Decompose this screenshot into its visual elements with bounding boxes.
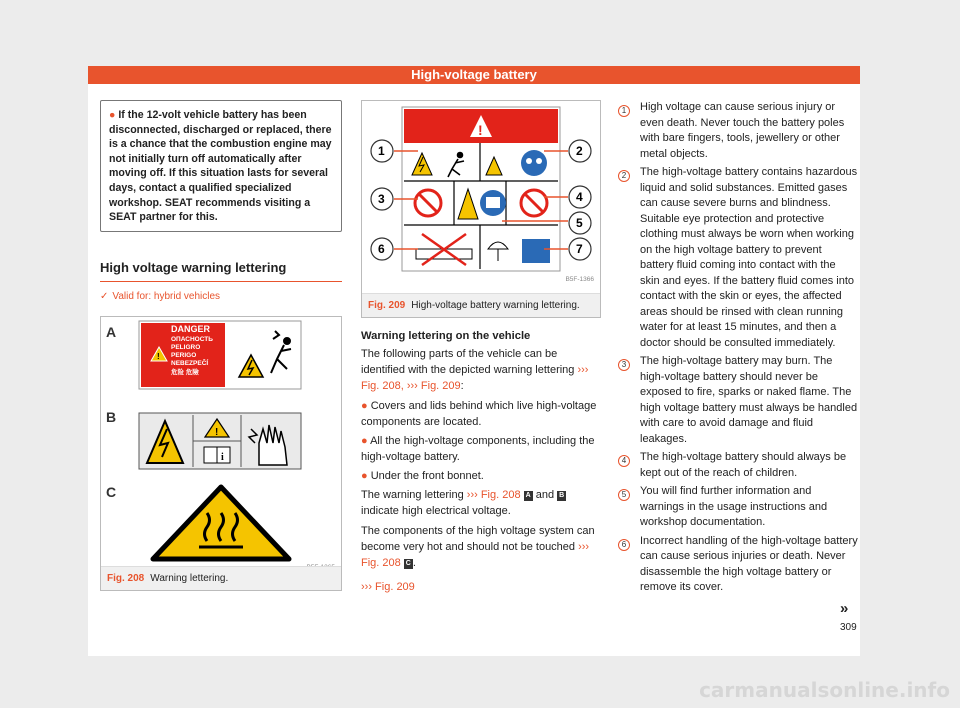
list-item: ● Under the front bonnet. xyxy=(361,470,484,482)
fig209-ref xyxy=(361,579,601,595)
figure-caption xyxy=(101,566,341,590)
letter-badge: C xyxy=(405,560,411,567)
bullet-icon: ● xyxy=(361,435,371,447)
caption-text: High-voltage battery warning lettering. xyxy=(411,300,580,311)
svg-text:!: ! xyxy=(215,426,219,438)
number-badge: 3 xyxy=(618,359,630,371)
letter-badge: A xyxy=(525,492,531,499)
label-b: B xyxy=(106,408,117,425)
svg-text:!: ! xyxy=(157,351,160,361)
figure-number: Fig. 209 xyxy=(368,300,406,311)
subheading: Warning lettering on the vehicle xyxy=(361,330,531,342)
callout-7-label: 7 xyxy=(576,242,583,256)
danger-line-4: NEBEZPEČÍ xyxy=(171,359,209,367)
figure-ref-link[interactable]: ››› Fig. 208 xyxy=(361,541,590,569)
danger-line-2: PELIGRO xyxy=(171,343,201,351)
section-title: High voltage warning lettering xyxy=(100,260,342,282)
list-item: 2 The high-voltage battery contains hazardous liquid and solid substances. Emitted gases can cause severe burns and blindness. Suitable eye protection and protective clothing must always be worn when working on the high voltage battery to prevent battery fluid coming into contact with the skin and eyes. If the battery fluid comes into contact with the skin or eyes, the affected areas should be rinsed with clean running water for at least 15 minutes, and then a doctor should be consulted immediately. xyxy=(618,165,858,351)
callout-3-label: 3 xyxy=(378,192,385,206)
fig208-illustration xyxy=(101,317,341,567)
list-item: 3 The high-voltage battery may burn. The high-voltage battery should never be exposed to fire, sparks or naked flame. The high voltage battery must always be handled with care to avoid damage and fluid leakages. xyxy=(618,354,858,447)
list-item: 4 The high-voltage battery should always be kept out of the reach of children. xyxy=(618,450,858,481)
number-badge: 5 xyxy=(618,489,630,501)
list-item: ● All the high-voltage components, including the high-voltage battery. xyxy=(361,435,595,463)
eye-protection-icon xyxy=(521,150,547,176)
callout-2-label: 2 xyxy=(576,144,583,158)
fig209-illustration xyxy=(362,101,600,281)
number-badge: 6 xyxy=(618,539,630,551)
letter-badge: B xyxy=(559,492,565,499)
danger-line-1: ОПАСНОСТЬ xyxy=(171,335,213,343)
figure-208 xyxy=(100,316,342,591)
figure-ref-link[interactable]: ››› Fig. 208, ››› Fig. 209 xyxy=(361,364,589,392)
figure-ref-link[interactable]: ››› Fig. 208 xyxy=(466,489,521,501)
continued-marker[interactable]: » xyxy=(840,600,849,617)
callout-4-label: 4 xyxy=(576,190,583,204)
callout-6-label: 6 xyxy=(378,242,385,256)
voltage-paragraph: The warning lettering ››› Fig. 208 A and B indicate high electrical voltage. xyxy=(361,489,565,517)
recycle-info-icon xyxy=(522,239,550,263)
hot-paragraph: The components of the high voltage system can become very hot and should not be touched ››› Fig. 208 C . xyxy=(361,525,595,569)
number-badge: 4 xyxy=(618,455,630,467)
list-item: ● Covers and lids behind which live high-voltage components are located. xyxy=(361,400,597,428)
bullet-icon: ● xyxy=(361,400,371,412)
danger-line-3: PERIGO xyxy=(171,351,197,359)
middle-text xyxy=(361,328,601,599)
notice-text: If the 12-volt vehicle battery has been disconnected, discharged or replaced, there is a chance that the combustion engine may not initially turn off automatically after moving off. If this situation lasts for several days, contact a qualified specialized workshop. SEAT recommends visiting a SEAT partner for this. xyxy=(109,109,332,224)
watermark: carmanualsonline.info xyxy=(699,678,950,702)
svg-text:i: i xyxy=(221,451,224,463)
column-right xyxy=(618,100,858,599)
list-item: 5 You will find further information and warnings in the usage instructions and workshop documentation. xyxy=(618,484,858,531)
column-left xyxy=(100,100,342,591)
number-badge: 1 xyxy=(618,105,630,117)
number-badge: 2 xyxy=(618,170,630,182)
figure-caption xyxy=(362,293,600,317)
bullet-icon: ● xyxy=(361,470,371,482)
valid-for xyxy=(100,291,342,302)
notice-box xyxy=(100,100,342,232)
callout-1-label: 1 xyxy=(378,144,385,158)
list-item: 6 Incorrect handling of the high-voltage battery can cause serious injuries or death. Never disassemble the high voltage battery or remove its cover. xyxy=(618,534,858,596)
figure-209 xyxy=(361,100,601,318)
svg-text:!: ! xyxy=(478,122,483,138)
list-item: 1 High voltage can cause serious injury or even death. Never touch the battery poles with bare fingers, tools, jewellery or other metal objects. xyxy=(618,100,858,162)
bullet-icon: ● xyxy=(109,109,119,121)
column-middle xyxy=(361,100,601,600)
danger-line-5: 危险 危險 xyxy=(171,368,199,376)
figure-ref-link[interactable]: ››› Fig. 209 xyxy=(361,581,415,593)
danger-line-0: DANGER xyxy=(171,323,211,334)
check-icon: ✓ xyxy=(100,290,109,302)
figure-code: B5F-1366 xyxy=(565,276,594,283)
figure-number: Fig. 208 xyxy=(107,572,145,584)
label-c: C xyxy=(106,483,117,500)
label-a: A xyxy=(106,323,117,340)
page-header: High-voltage battery xyxy=(88,66,860,84)
valid-text: Valid for: hybrid vehicles xyxy=(112,290,221,302)
caption-text: Warning lettering. xyxy=(150,572,229,584)
callout-5-label: 5 xyxy=(576,216,583,230)
page-number: 309 xyxy=(840,622,857,633)
intro-paragraph: The following parts of the vehicle can be identified with the depicted warning lettering ››› Fig. 208, ››› Fig. 209: xyxy=(361,348,589,392)
